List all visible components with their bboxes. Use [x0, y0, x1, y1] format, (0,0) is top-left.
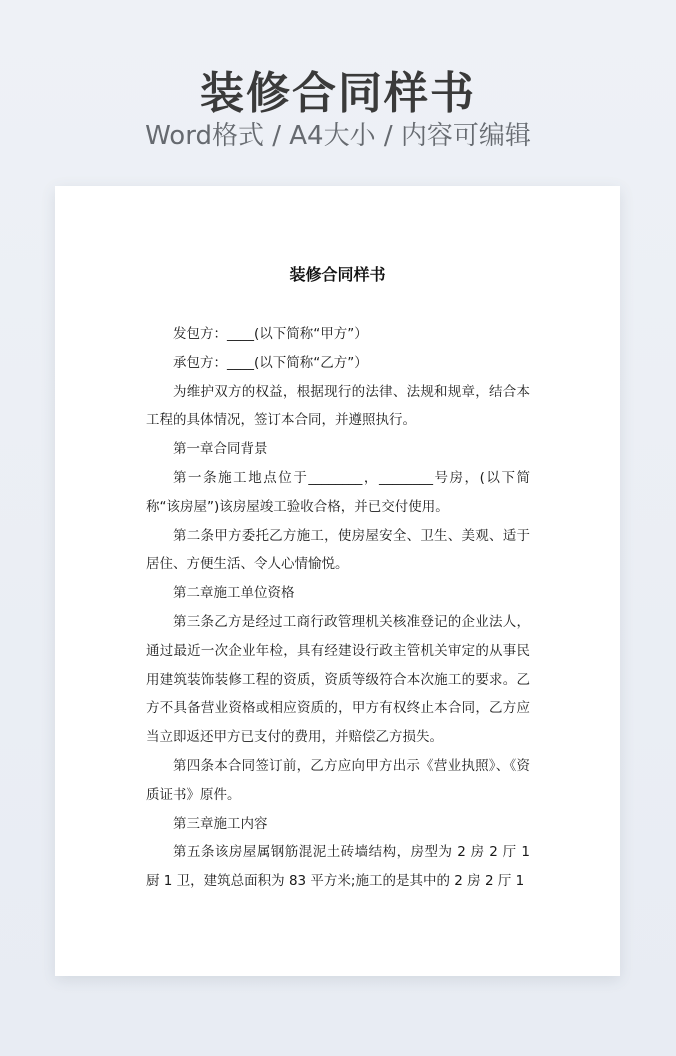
- banner-title: 装修合同样书: [200, 68, 476, 119]
- party-a-line: 发包方：____(以下简称“甲方”）: [173, 326, 368, 342]
- chapter-1-heading: 第一章合同背景: [173, 441, 268, 458]
- party-b-line: 承包方：____(以下简称“乙方”）: [173, 354, 368, 371]
- document-body: [146, 320, 530, 896]
- document-page: [55, 186, 620, 976]
- banner-subtitle: Word格式 / A4大小 / 内容可编辑: [145, 121, 531, 151]
- preamble-paragraph: 为维护双方的权益，根据现行的法律、法规和规章，结合本工程的具体情况，签订本合同，并遵照执行。: [146, 383, 530, 429]
- article-4-paragraph: 第四条本合同签订前，乙方应向甲方出示《营业执照》、《资质证书》原件。: [146, 757, 530, 803]
- document-title: 装修合同样书: [289, 265, 386, 284]
- article-2-paragraph: 第二条甲方委托乙方施工，使房屋安全、卫生、美观、适于居住、方便生活、令人心情愉悦。: [146, 527, 530, 573]
- chapter-3-heading: 第三章施工内容: [173, 815, 268, 832]
- article-5-paragraph: 第五条该房屋属钢筋混泥土砖墙结构，房型为 2 房 2 厅 1 厨 1 卫，建筑总面积为 83 平方米;施工的是其中的 2 房 2 厅 1: [146, 844, 530, 890]
- article-3-paragraph: 第三条乙方是经过工商行政管理机关核准登记的企业法人，通过最近一次企业年检，具有经建设行政主管机关审定的从事民用建筑装饰装修工程的资质，资质等级符合本次施工的要求。乙方不具备营业资格或相应资质的，甲方有权终止本合同，乙方应当立即返还甲方已支付的费用，并赔偿乙方损失。: [146, 613, 530, 746]
- article-1-paragraph: 第一条施工地点位于________，________号房，(以下简称“该房屋”)该房屋竣工验收合格，并已交付使用。: [146, 469, 530, 515]
- chapter-2-heading: 第二章施工单位资格: [173, 585, 295, 602]
